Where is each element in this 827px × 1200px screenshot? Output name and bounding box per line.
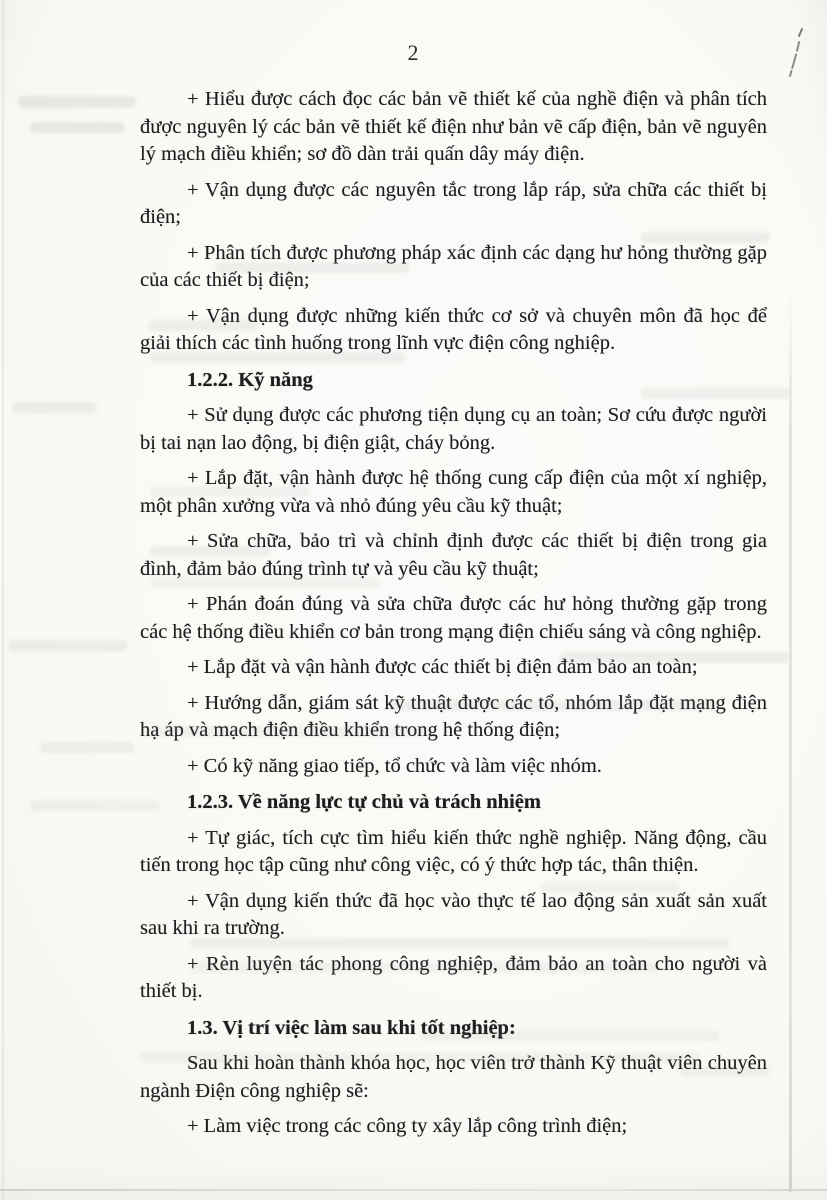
paragraph: + Làm việc trong các công ty xây lắp công trình điện; (187, 1115, 628, 1137)
bleedthrough-smudge (30, 122, 125, 133)
bleedthrough-smudge (150, 577, 380, 588)
bleedthrough-smudge (18, 96, 136, 108)
paragraph: + Tự giác, tích cực tìm hiểu kiến thức nghề nghiệp. Năng động, cầu tiến trong học tập cũng như công việc, có ý thức hợp tác, thân thiện. (140, 826, 767, 876)
bleedthrough-smudge (420, 1030, 720, 1041)
bleedthrough-smudge (390, 700, 720, 711)
bleedthrough-smudge (30, 800, 160, 811)
bleedthrough-smudge (150, 486, 310, 497)
paragraph: + Hướng dẫn, giám sát kỹ thuật được các tổ, nhóm lắp đặt mạng điện hạ áp và mạch điện điều khiển trong hệ thống điện; (140, 691, 767, 741)
bleedthrough-smudge (150, 546, 270, 557)
document-body (140, 86, 767, 1141)
paragraph: Sau khi hoàn thành khóa học, học viên trở thành Kỹ thuật viên chuyên ngành Điện công nghiệp sẽ: (140, 1052, 767, 1102)
bleedthrough-smudge (145, 726, 425, 737)
paragraph: + Vận dụng được những kiến thức cơ sở và chuyên môn đã học để giải thích các tình huống trong lĩnh vực điện công nghiệp. (140, 304, 767, 354)
section-heading: 1.2.3. Về năng lực tự chủ và trách nhiệm (187, 791, 541, 813)
bleedthrough-smudge (540, 882, 680, 893)
bleedthrough-smudge (150, 352, 405, 363)
paragraph: + Phán đoán đúng và sửa chữa được các hư hỏng thường gặp trong các hệ thống điều khiển cơ bản trong mạng điện chiếu sáng và công nghiệp. (140, 593, 767, 643)
paragraph: + Vận dụng được các nguyên tắc trong lắp ráp, sửa chữa các thiết bị điện; (140, 178, 767, 228)
paragraph: + Phân tích được phương pháp xác định các dạng hư hỏng thường gặp của các thiết bị điện; (140, 241, 767, 291)
paragraph: + Rèn luyện tác phong công nghiệp, đảm bảo an toàn cho người và thiết bị. (140, 952, 767, 1002)
bleedthrough-smudge (40, 742, 135, 753)
paragraph: + Hiểu được cách đọc các bản vẽ thiết kế của nghề điện và phân tích được nguyên lý các bản vẽ thiết kế điện như bản vẽ cấp điện, bản vẽ nguyên lý mạch điều khiển; sơ đồ dàn trải quấn dây máy điện. (140, 88, 767, 165)
bleedthrough-smudge (640, 232, 770, 243)
paragraph: + Lắp đặt và vận hành được các thiết bị điện đảm bảo an toàn; (187, 656, 698, 678)
bleedthrough-smudge (190, 962, 660, 973)
bleedthrough-smudge (8, 640, 128, 651)
bleedthrough-smudge (12, 402, 97, 413)
scan-edge-bottom (0, 1189, 827, 1191)
bleedthrough-smudge (140, 1052, 700, 1063)
bleedthrough-smudge (148, 320, 258, 331)
pen-mark-icon (786, 26, 810, 84)
bleedthrough-smudge (215, 262, 410, 273)
bleedthrough-smudge (680, 1066, 770, 1077)
bleedthrough-smudge (190, 938, 730, 949)
scan-edge-right (789, 290, 792, 1192)
page-number: 2 (407, 40, 420, 65)
paragraph: + Có kỹ năng giao tiếp, tổ chức và làm việc nhóm. (187, 754, 602, 777)
section-heading: 1.2.2. Kỹ năng (187, 368, 313, 391)
section-heading: 1.3. Vị trí việc làm sau khi tốt nghiệp: (187, 1016, 516, 1039)
paragraph: + Vận dụng kiến thức đã học vào thực tế lao động sản xuất sản xuất sau khi ra trường. (140, 889, 767, 939)
paragraph: + Lắp đặt, vận hành được hệ thống cung cấp điện của một xí nghiệp, một phân xưởng vừa và nhỏ đúng yêu cầu kỹ thuật; (140, 467, 767, 517)
bleedthrough-smudge (640, 388, 790, 399)
scan-edge-left (2, 0, 4, 1200)
bleedthrough-smudge (560, 652, 790, 663)
paragraph: + Sử dụng được các phương tiện dụng cụ an toàn; Sơ cứu được người bị tai nạn lao động, bị điện giật, cháy bỏng. (140, 404, 767, 454)
paragraph: + Sửa chữa, bảo trì và chỉnh định được các thiết bị điện trong gia đình, đảm bảo đúng trình tự và yêu cầu kỹ thuật; (140, 530, 767, 580)
